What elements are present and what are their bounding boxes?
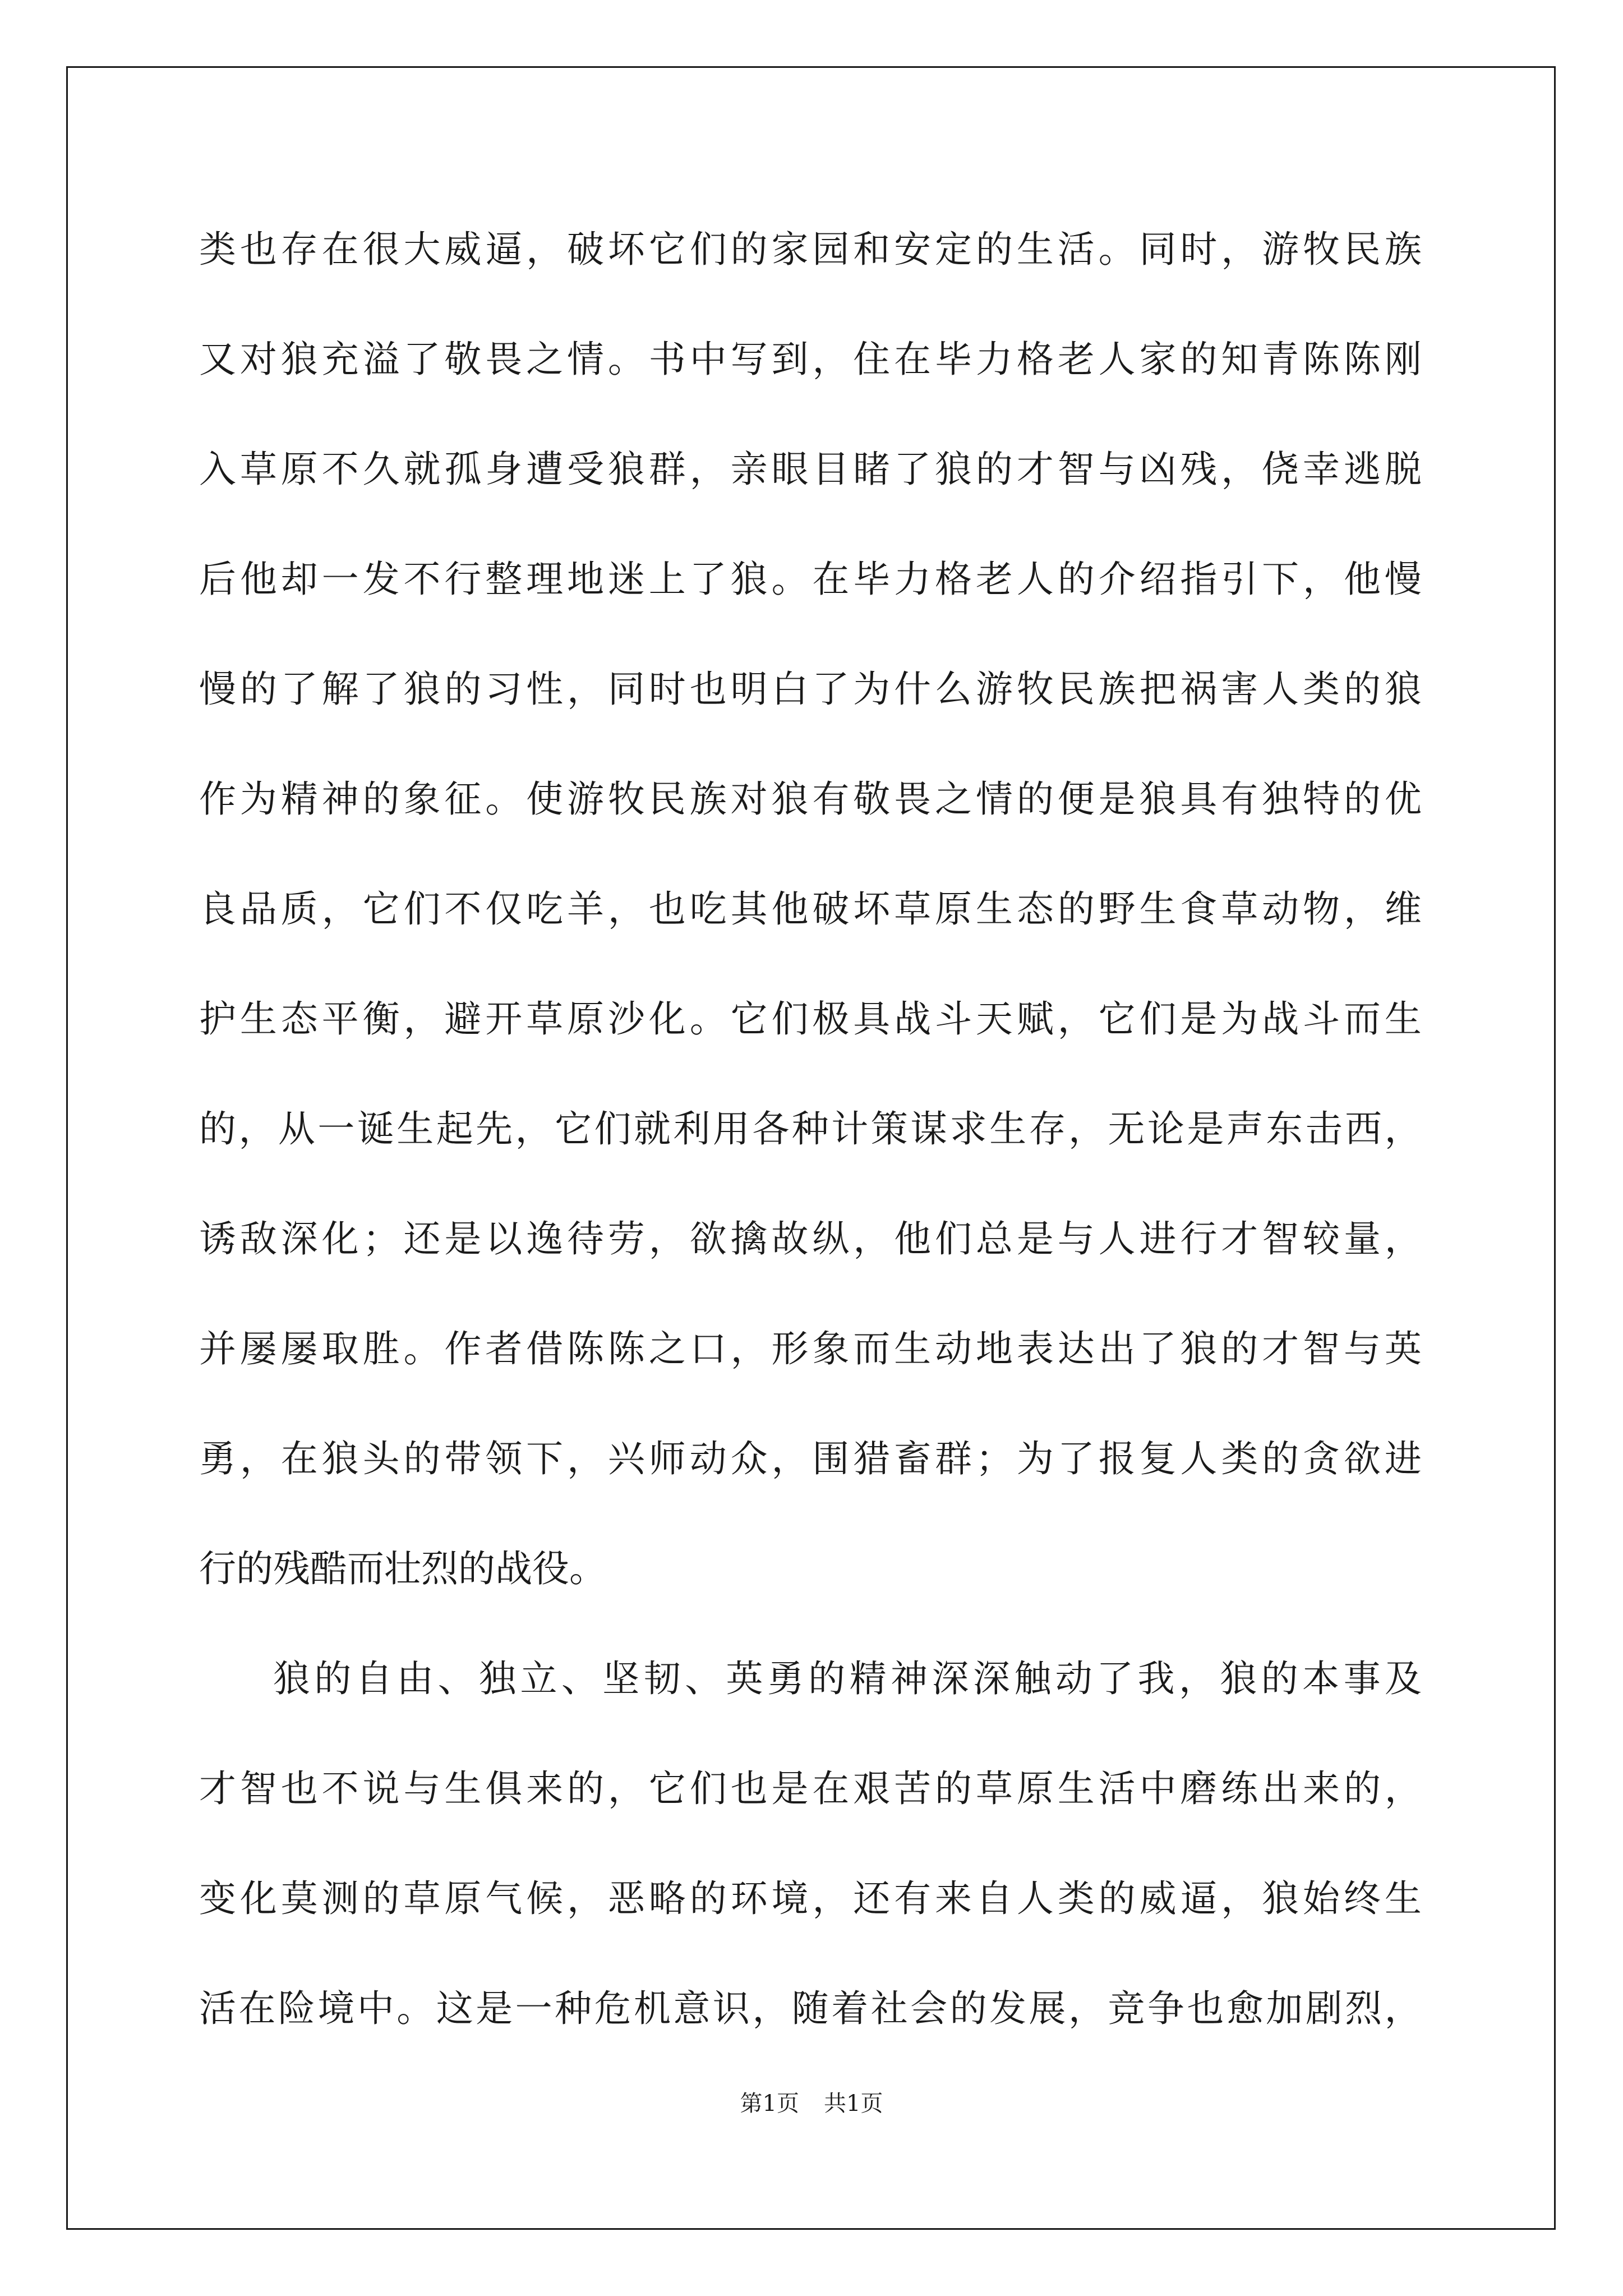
text-line: 才 智 也 不 说 与 生 俱 来 的 ， 它 们 也 是 在 艰 苦 的 草 原 生 活 中 磨 练 出 来 的 ， xyxy=(199,1767,1422,1810)
text-line: 护 生 态 平 衡 ， 避 开 草 原 沙 化 。 它 们 极 具 战 斗 天 赋 ， 它 们 是 为 战 斗 而 生 xyxy=(199,997,1422,1041)
text-line: 诱 敌 深 化 ； 还 是 以 逸 待 劳 ， 欲 擒 故 纵 ， 他 们 总 是 与 人 进 行 才 智 较 量 ， xyxy=(199,1217,1422,1260)
text-line: 又 对 狼 充 溢 了 敬 畏 之 情 。 书 中 写 到 ， 住 在 毕 力 格 老 人 家 的 知 青 陈 陈 刚 xyxy=(199,338,1422,381)
page-footer xyxy=(0,2086,1623,2118)
text-line: 变 化 莫 测 的 草 原 气 候 ， 恶 略 的 环 境 ， 还 有 来 自 人 类 的 威 逼 ， 狼 始 终 生 xyxy=(199,1877,1422,1920)
text-line: 入 草 原 不 久 就 孤 身 遭 受 狼 群 ， 亲 眼 目 睹 了 狼 的 才 智 与 凶 残 ， 侥 幸 逃 脱 xyxy=(199,448,1422,491)
text-line: 良 品 质 ， 它 们 不 仅 吃 羊 ， 也 吃 其 他 破 坏 草 原 生 态 的 野 生 食 草 动 物 ， 维 xyxy=(199,887,1422,931)
text-line: 类 也 存 在 很 大 威 逼 ， 破 坏 它 们 的 家 园 和 安 定 的 生 活 。 同 时 ， 游 牧 民 族 xyxy=(199,228,1422,271)
text-line: 后 他 却 一 发 不 行 整 理 地 迷 上 了 狼 。 在 毕 力 格 老 人 的 介 绍 指 引 下 ， 他 慢 xyxy=(199,558,1422,601)
text-line: 活 在 险 境 中 。 这 是 一 种 危 机 意 识 ， 随 着 社 会 的 发 展 ， 竞 争 也 愈 加 剧 烈 ， xyxy=(199,1987,1422,2030)
paragraph-2 xyxy=(199,1642,1422,2082)
page-number-total: 共1页 xyxy=(824,2091,883,2116)
text-line: 并 屡 屡 取 胜 。 作 者 借 陈 陈 之 口 ， 形 象 而 生 动 地 表 达 出 了 狼 的 才 智 与 英 xyxy=(199,1327,1422,1370)
document-body xyxy=(199,213,1422,2082)
text-line: 狼 的 自 由 、 独 立 、 坚 韧 、 英 勇 的 精 神 深 深 触 动 了 我 ， 狼 的 本 事 及 xyxy=(273,1657,1422,1700)
text-line: 的 ， 从 一 诞 生 起 先 ， 它 们 就 利 用 各 种 计 策 谋 求 生 存 ， 无 论 是 声 东 击 西 ， xyxy=(199,1107,1422,1151)
text-line: 慢 的 了 解 了 狼 的 习 性 ， 同 时 也 明 白 了 为 什 么 游 牧 民 族 把 祸 害 人 类 的 狼 xyxy=(199,668,1422,711)
text-line: 作 为 精 神 的 象 征 。 使 游 牧 民 族 对 狼 有 敬 畏 之 情 的 便 是 狼 具 有 独 特 的 优 xyxy=(199,777,1422,821)
paragraph-1 xyxy=(199,213,1422,1642)
text-line: 行的残酷而壮烈的战役。 xyxy=(199,1547,606,1590)
page-number-current: 第1页 xyxy=(740,2091,799,2116)
text-line: 勇 ， 在 狼 头 的 带 领 下 ， 兴 师 动 众 ， 围 猎 畜 群 ； 为 了 报 复 人 类 的 贪 欲 进 xyxy=(199,1437,1422,1480)
